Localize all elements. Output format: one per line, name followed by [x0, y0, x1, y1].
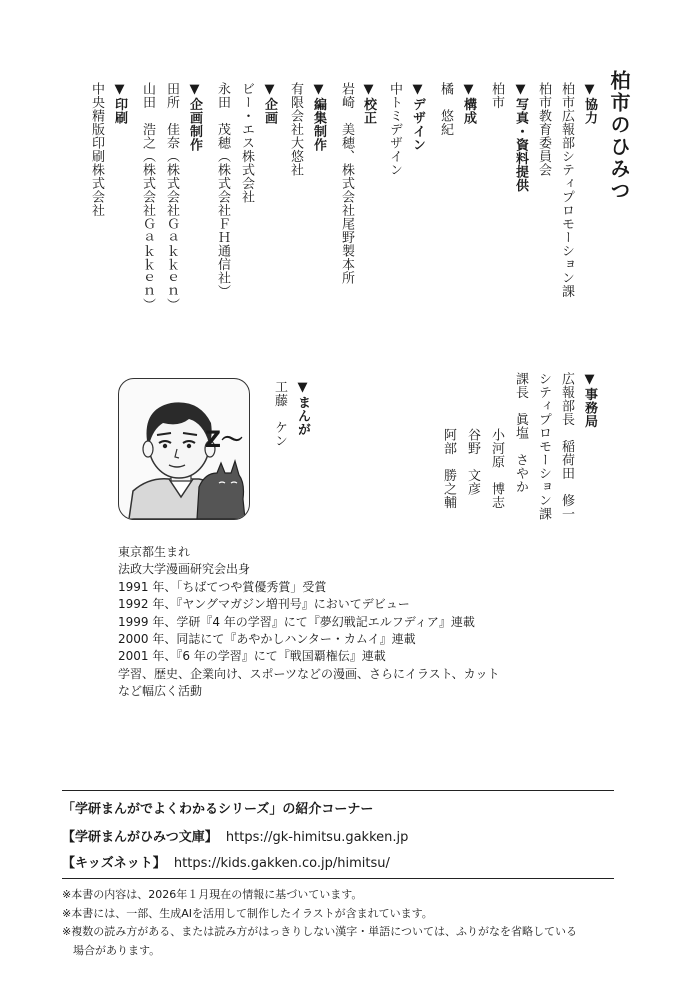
office-member: シティプロモーション課 — [536, 372, 551, 521]
credit-heading: ▼構成 — [461, 82, 476, 125]
page-title: 柏市のひみつ — [607, 70, 631, 202]
bio-line: 法政大学漫画研究会出身 — [118, 562, 251, 577]
bio-line: 学習、歴史、企業向け、スポーツなどの漫画、さらにイラスト、カット — [118, 666, 500, 681]
credit-entry: 柏市教育委員会 — [536, 82, 551, 177]
bio-line: 2000 年、同誌にて『あやかしハンター・カムイ』連載 — [118, 631, 416, 646]
footnote-line: ※本書の内容は、2026年１月現在の情報に基づいています。 — [62, 888, 363, 901]
artist-bio — [118, 544, 499, 701]
artist-portrait — [118, 378, 250, 520]
bio-line: 2001 年、『6 年の学習』にて『戦国覇権伝』連載 — [118, 649, 386, 664]
bio-line: 1992 年、『ヤングマガジン増刊号』においてデビュー — [118, 597, 410, 612]
link-label-kidsnet: 【キッズネット】 — [62, 856, 166, 871]
credit-entry: 田所 佳奈（株式会社Ｇａｋｋｅｎ） — [164, 82, 179, 312]
credit-entry: 永田 茂穂（株式会社ＦＨ通信社） — [215, 82, 230, 298]
office-member: 阿部 勝之輔 — [441, 428, 456, 509]
links-heading: 「学研まんがでよくわかるシリーズ」の紹介コーナー — [62, 802, 374, 817]
office-member: 広報部長 稲荷田 修一 — [559, 372, 574, 521]
link-url-kidsnet[interactable]: https://kids.gakken.co.jp/himitsu/ — [173, 856, 390, 871]
credit-heading: ▼校正 — [361, 82, 376, 125]
credit-entry: 中トミデザイン — [387, 82, 402, 177]
office-heading: ▼事務局 — [582, 372, 597, 428]
credit-entry: 岩崎 美穂、株式会社尾野製本所 — [339, 82, 354, 285]
credit-heading: ▼印刷 — [112, 82, 127, 125]
credit-entry: 有限会社大悠社 — [288, 82, 303, 177]
sleep-zzz-mark: Z～ — [205, 428, 243, 453]
footnotes — [62, 886, 614, 961]
manga-artist-name: 工藤 ケン — [272, 380, 287, 448]
link-row-himitsu — [62, 826, 408, 845]
link-label-himitsu: 【学研まんがひみつ文庫】 — [62, 830, 218, 845]
credit-entry: 柏市 — [489, 82, 504, 109]
credit-heading: ▼企画 — [262, 82, 277, 125]
divider-bottom — [62, 878, 614, 879]
office-member: 課長 眞塩 さやか — [513, 372, 528, 494]
link-row-kidsnet — [62, 852, 390, 871]
credit-heading: ▼企画制作 — [187, 82, 202, 152]
credit-entry: 柏市広報部シティプロモーション課 — [559, 82, 574, 298]
bio-line: 1999 年、学研『4 年の学習』にて『夢幻戦記エルフディア』連載 — [118, 614, 475, 629]
credit-entry: ビー・エス株式会社 — [239, 82, 254, 204]
credit-entry: 橘 悠紀 — [438, 82, 453, 136]
bio-line: 1991 年、「ちばてつや賞優秀賞」受賞 — [118, 579, 327, 594]
credit-entry: 山田 浩之（株式会社Ｇａｋｋｅｎ） — [140, 82, 155, 312]
bio-line: 東京都生まれ — [118, 545, 191, 559]
footnote-line: 場合があります。 — [62, 944, 161, 958]
bio-line: など幅広く活動 — [118, 684, 203, 699]
footnote-line: ※複数の読み方がある、または読み方がはっきりしない漢字・単語については、ふりがなを省略している — [62, 925, 577, 939]
office-member: 谷野 文彦 — [465, 428, 480, 496]
office-member: 小河原 博志 — [489, 428, 504, 509]
credit-heading: ▼デザイン — [410, 82, 425, 152]
link-url-himitsu[interactable]: https://gk-himitsu.gakken.jp — [225, 830, 409, 845]
credit-heading: ▼編集制作 — [311, 82, 326, 152]
credit-heading: ▼写真・資料提供 — [513, 82, 528, 192]
footnote-line: ※本書には、一部、生成AIを活用して制作したイラストが含まれています。 — [62, 906, 433, 920]
credit-heading: ▼協力 — [582, 82, 597, 125]
credit-entry: 中央精版印刷株式会社 — [89, 82, 104, 217]
divider-top — [62, 790, 614, 791]
manga-label: ▼まんが — [295, 380, 310, 436]
